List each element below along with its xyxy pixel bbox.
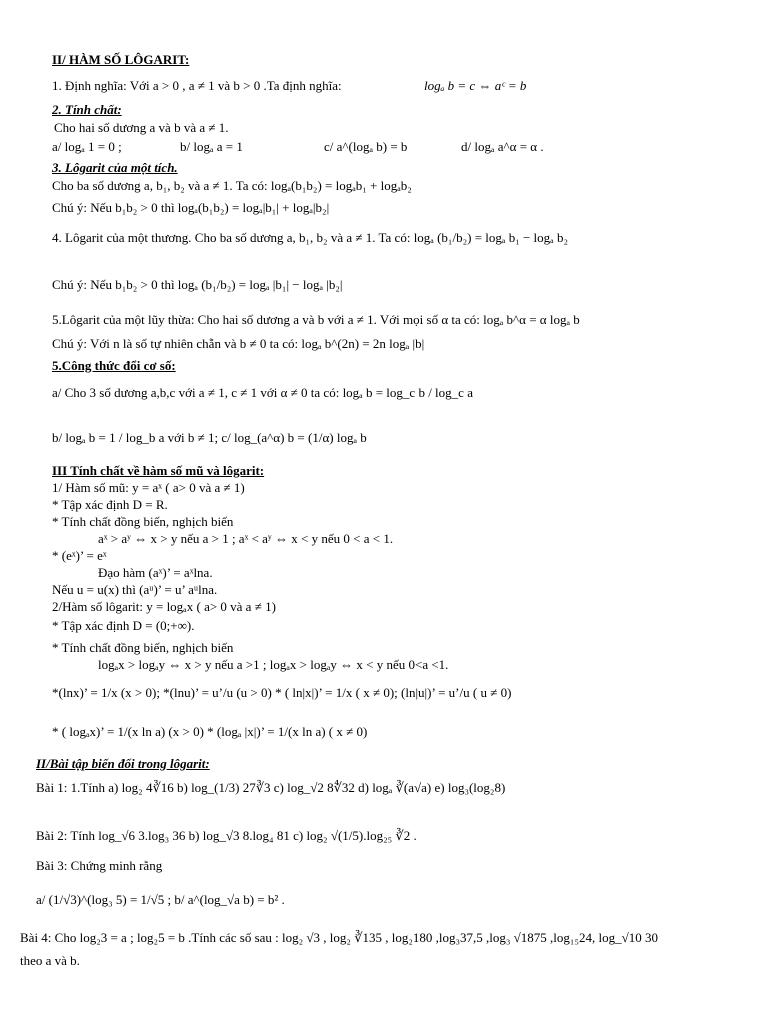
exp-derivative-e: * (eˣ)’ = eˣ [52, 548, 107, 563]
property-c: c/ a^(logₐ b) = b [324, 139, 408, 154]
product-heading: 3. Lôgarit của một tích. [52, 160, 178, 175]
exercise-2: Bài 2: Tính log_√6 3.log₃ 36 b) log_√3 8.log₄ 81 c) log₂ √(1/5).log₂₅ ∛2 . [36, 828, 417, 843]
log-monotonic: * Tính chất đồng biến, nghịch biến [52, 640, 234, 655]
change-base-a: a/ Cho 3 số dương a,b,c với a ≠ 1, c ≠ 1 với α ≠ 0 ta có: logₐ b = log_c b / log_c a [52, 385, 473, 400]
exercise-3-formulas: a/ (1/√3)^(log₃ 5) = 1/√5 ; b/ a^(log_√a b) = b² . [36, 892, 285, 907]
property-b: b/ logₐ a = 1 [180, 139, 243, 154]
log-monotonic-rule: logₐx > logₐy ⇔ x > y nếu a >1 ; logₐx > logₐy ⇔ x < y nếu 0<a <1. [98, 657, 449, 672]
exp-domain: * Tập xác định D = R. [52, 497, 168, 512]
section-title-properties: III Tính chất về hàm số mũ và lôgarit: [52, 463, 265, 478]
definition-formula: logₐ b = c ⇔ aᶜ = b [424, 78, 527, 93]
product-rule: Cho ba số dương a, b₁, b₂ và a ≠ 1. Ta có: logₐ(b₁b₂) = logₐb₁ + logₐb₂ [52, 178, 412, 193]
quotient-rule: 4. Lôgarit của một thương. Cho ba số dương a, b₁, b₂ và a ≠ 1. Ta có: logₐ (b₁/b₂) = logₐ b₁ − logₐ b₂ [52, 230, 569, 245]
exercise-1: Bài 1: 1.Tính a) log₂ 4∛16 b) log_(1/3) 27∛3 c) log_√2 8∜32 d) logₐ ∛(a√a) e) log₃(log₂8) [36, 780, 506, 795]
quotient-note: Chú ý: Nếu b₁b₂ > 0 thì logₐ (b₁/b₂) = logₐ |b₁| − logₐ |b₂| [52, 277, 343, 292]
exercise-4-cont: theo a và b. [20, 953, 80, 968]
exp-function-heading: 1/ Hàm số mũ: y = aˣ ( a> 0 và a ≠ 1) [52, 480, 245, 495]
power-rule: 5.Lôgarit của một lũy thừa: Cho hai số dương a và b với a ≠ 1. Với mọi số α ta có: logₐ b^α = α logₐ b [52, 312, 580, 327]
log-derivative-loga: * ( logₐx)’ = 1/(x ln a) (x > 0) * (logₐ |x|)’ = 1/(x ln a) ( x ≠ 0) [52, 724, 368, 739]
property-d: d/ logₐ a^α = α . [461, 139, 544, 154]
change-base-b: b/ logₐ b = 1 / log_b a với b ≠ 1; c/ log_(a^α) b = (1/α) logₐ b [52, 430, 367, 445]
exp-derivative-u: Nếu u = u(x) thì (aᵘ)’ = u’ aᵘlna. [52, 582, 218, 597]
exercise-3-heading: Bài 3: Chứng minh rằng [36, 858, 163, 873]
exp-monotonic: * Tính chất đồng biến, nghịch biến [52, 514, 234, 529]
property-a: a/ logₐ 1 = 0 ; [52, 139, 122, 154]
log-domain: * Tập xác định D = (0;+∞). [52, 618, 195, 633]
log-derivative-ln: *(lnx)’ = 1/x (x > 0); *(lnu)’ = u’/u (u > 0) * ( ln|x|)’ = 1/x ( x ≠ 0); (ln|u|)’ = u’/u ( u ≠ 0) [52, 685, 512, 700]
section-title-logarit: II/ HÀM SỐ LÔGARIT: [52, 52, 190, 67]
product-note: Chú ý: Nếu b₁b₂ > 0 thì logₐ(b₁b₂) = logₐ|b₁| + logₐ|b₂| [52, 200, 330, 215]
definition-line: 1. Định nghĩa: Với a > 0 , a ≠ 1 và b > 0 .Ta định nghĩa: [52, 78, 342, 93]
exercises-heading: II/Bài tập biến đổi trong lôgarit: [36, 756, 210, 771]
properties-intro: Cho hai số dương a và b và a ≠ 1. [54, 120, 229, 135]
exp-derivative-a: Đạo hàm (aˣ)’ = aˣlna. [98, 565, 213, 580]
properties-heading: 2. Tính chất: [52, 102, 122, 117]
power-note: Chú ý: Với n là số tự nhiên chẵn và b ≠ 0 ta có: logₐ b^(2n) = 2n logₐ |b| [52, 336, 425, 351]
change-base-heading: 5.Công thức đổi cơ số: [52, 358, 176, 373]
exp-monotonic-rule: aˣ > aʸ ⇔ x > y nếu a > 1 ; aˣ < aʸ ⇔ x < y nếu 0 < a < 1. [98, 531, 394, 546]
log-function-heading: 2/Hàm số lôgarit: y = logₐx ( a> 0 và a ≠ 1) [52, 599, 276, 614]
exercise-4: Bài 4: Cho log₂3 = a ; log₂5 = b .Tính các số sau : log₂ √3 , log₂ ∛135 , log₂180 ,log₃37,5 ,log₃ √1875 ,log₁₅24, log_√10 30 [20, 930, 658, 945]
